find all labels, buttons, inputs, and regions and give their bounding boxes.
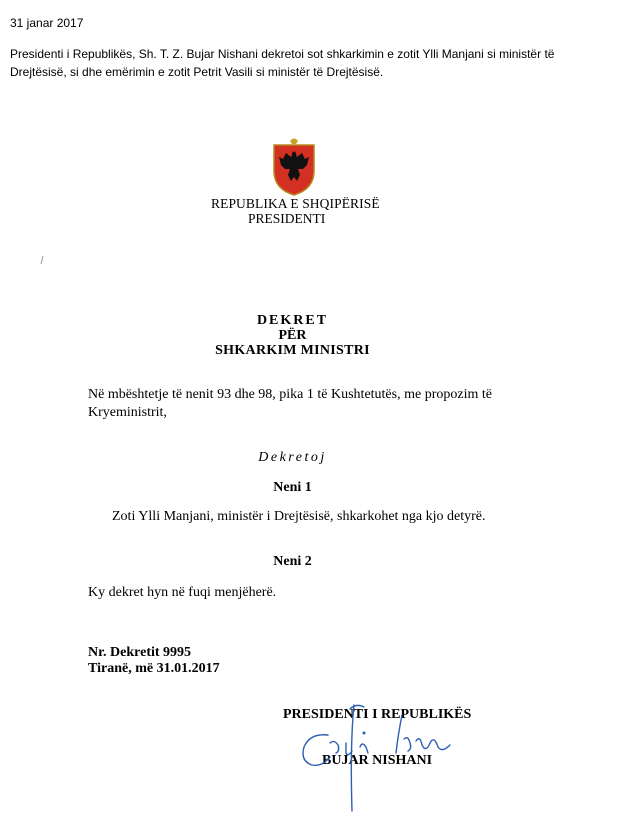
article-2-heading: Neni 2 bbox=[273, 554, 312, 569]
intro-paragraph: Presidenti i Republikës, Sh. T. Z. Bujar Nishani dekretoi sot shkarkimin e zotit Ylli Manjani si ministër të Drejtësisë, si dhe emërimin e zotit Petrit Vasili si ministër të Drejtësisë. bbox=[10, 47, 555, 79]
article-1-text: Zoti Ylli Manjani, ministër i Drejtësisë, shkarkohet nga kjo detyrë. bbox=[112, 509, 486, 524]
signatory-name: BUJAR NISHANI bbox=[322, 753, 433, 768]
signatory-title: PRESIDENTI I REPUBLIKËS bbox=[283, 707, 472, 722]
post-date: 31 janar 2017 bbox=[10, 16, 84, 30]
decree-place-date: Tiranë, më 31.01.2017 bbox=[88, 661, 220, 676]
decree-preamble: Në mbështetje të nenit 93 dhe 98, pika 1 të Kushtetutës, me propozim të Kryeministrit, bbox=[88, 387, 492, 420]
article-1-heading: Neni 1 bbox=[273, 480, 312, 495]
letterhead-office: PRESIDENTI bbox=[248, 211, 326, 226]
scan-speck bbox=[40, 252, 44, 262]
decree-subject: SHKARKIM MINISTRI bbox=[215, 343, 370, 358]
handwritten-signature bbox=[290, 695, 480, 815]
decree-title-for: PËR bbox=[278, 328, 307, 343]
decree-number: Nr. Dekretit 9995 bbox=[88, 645, 192, 660]
albanian-eagle-emblem-icon bbox=[270, 135, 318, 197]
decree-title: DEKRET bbox=[256, 313, 329, 328]
decree-verb: Dekretoj bbox=[258, 450, 327, 465]
letterhead-republic: REPUBLIKA E SHQIPËRISË bbox=[211, 196, 380, 211]
article-2-text: Ky dekret hyn në fuqi menjëherë. bbox=[88, 585, 277, 600]
